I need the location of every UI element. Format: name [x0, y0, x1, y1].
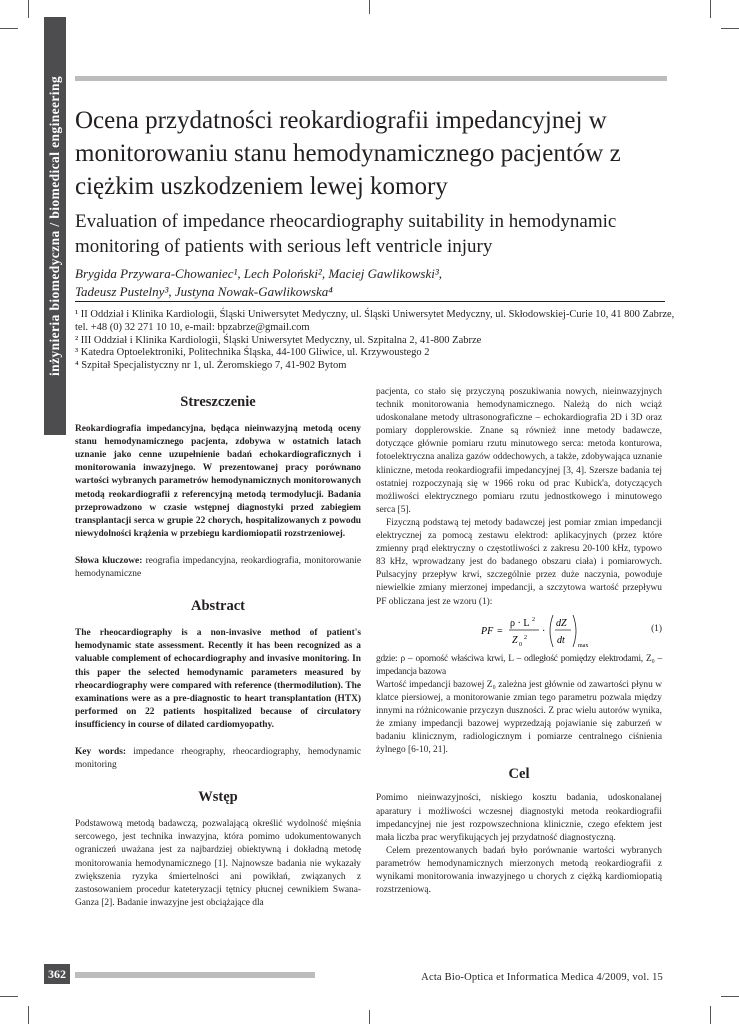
page-number: 362 [44, 964, 70, 984]
formula-legend: gdzie: ρ – oporność właściwa krwi, L – odległość pomiędzy elektrodami, Z₀ – impedancja bazowa [376, 653, 662, 677]
paragraph: pacjenta, co stało się przyczyną poszukiwania nowych, nieinwazyjnych technik monitorowania hemodynamicznego. Należą do nich wciąż udoskonalane metody ultrasonograficzne – echokardiografia 2D i 3D oraz pomiary dopplerowskie. Znane są również inne metody badawcze, dotyczące głównie pomiaru rzutu minutowego serca: metoda konturowa, fotoelektryczna analiza gazów oddechowych, a także, zdobywająca uznanie kliniczne, metoda reokardiografii impedancyjnej [3, 4]. Szersze badania tej ostatniej rozpoczynają się w 1966 roku od prac Kubick'a, dotyczących możliwości elektrycznego pomiaru rzutu jednostkowego i minutowego serca [5]. [376, 387, 662, 515]
section-heading-abstract: Abstract [191, 598, 245, 615]
svg-text:2: 2 [524, 634, 527, 641]
author-line: Tadeusz Pustelny³, Justyna Nowak-Gawlikowska⁴ [75, 284, 333, 299]
svg-text:=: = [497, 625, 503, 637]
formula-pf [481, 609, 601, 653]
affiliation: ² III Oddział i Klinika Kardiologii, Śląski Uniwersytet Medyczny, ul. Szpitalna 2, 41-800 Zabrze [75, 334, 482, 346]
svg-text:Z: Z [512, 634, 518, 646]
paragraph: Celem prezentowanych badań było porównanie wartości wybranych parametrów hemodynamicznych mierzonych metodą reokardiografii z wynikami monitorowania inwazyjnego u chorych z ciężką kardiomiopatią rozstrzeniową. [376, 845, 662, 896]
section-heading-streszczenie: Streszczenie [180, 394, 256, 410]
crop-mark [28, 1006, 29, 1024]
equation [376, 609, 662, 653]
affiliation: ⁴ Szpitał Specjalistyczny nr 1, ul. Żeromskiego 7, 41-902 Bytom [75, 360, 347, 372]
affiliation: ³ Katedra Optoelektroniki, Politechnika Śląska, 44-100 Gliwice, ul. Krzywoustego 2 [75, 347, 430, 359]
header-rule [75, 76, 667, 81]
crop-mark [710, 0, 711, 18]
streszczenie-text: Reokardiografia impedancyjna, będąca nieinwazyjną metodą oceny stanu hemodynamicznego pacjenta, zdobywa w ostatnich latach uznanie jako cenne uzupełnienie badań echokardiograficznych i monitorowania inwazyjnego. W prezentowanej pracy porównano wartości wybranych parametrów hemodynamicznych monitorowanych metodą reokardiografii z referencyjną metodą termodylucji. Badania przeprowadzono w czasie wstępnej diagnostyki przed zabiegiem transplantacji serca w grupie 22 chorych, hospitalizowanych z powodu niewydolności krążenia w przebiegu kardiomiopatii rozstrzeniowej. [75, 424, 361, 539]
right-column [376, 386, 662, 897]
svg-text:PF: PF [481, 625, 494, 637]
crop-mark [0, 28, 18, 29]
sidebar-label: inżynieria biomedyczna / biomedical engineering [47, 75, 62, 377]
svg-text:dZ: dZ [556, 617, 567, 629]
left-column [75, 396, 361, 910]
keywords-label: Słowa kluczowe: [75, 555, 143, 566]
divider [75, 301, 665, 302]
keywords-pl [75, 555, 361, 581]
keywords-label: Key words: [75, 746, 126, 757]
svg-text:0: 0 [519, 641, 522, 648]
crop-mark [28, 0, 29, 18]
svg-text:·: · [542, 625, 546, 637]
keywords-en [75, 746, 361, 772]
abstract-text: The rheocardiography is a non-invasive method of patient's hemodynamic state assessment. Recently it has been recognized as a valuable complement of echocardiography and invasive monitoring. In this paper the selected hemodynamic parameters measured by rheocardiography were compared with reference (thermodilution). The examinations were as a pre-diagnostic to heart transplantation (HTX) performed on 22 patients hospitalized because of circulatory insufficiency in course of dilated cardiomyopathy. [75, 628, 361, 730]
affiliations [75, 309, 675, 373]
formula-number: (1) [651, 623, 662, 634]
author-line: Brygida Przywara-Chowaniec¹, Lech Poloński², Maciej Gawlikowski³, [75, 266, 442, 281]
page-title-english: Evaluation of impedance rheocardiography suitability in hemodynamic monitoring of patients with serious left ventricle injury [75, 211, 617, 257]
affiliation: ¹ II Oddział i Klinika Kardiologii, Śląski Uniwersytet Medyczny, ul. Śląski Uniwersytet Medyczny, ul. Skłodowskiej-Curie 10, 41 800 Zabrze, tel. +48 (0) 32 271 10 10, e-mail: bpzabrze@gmail.com [75, 309, 675, 333]
paragraph: Wartość impedancji bazowej Z₀ zależna jest głównie od zawartości płynu w klatce piersiowej, a monitorowanie zmian tego parametru pozwala między innymi na różnicowanie przyczyn duszności. Z prac wielu autorów wynika, że zmiany impedancji bazowej wyprzedzają pojawianie się zaburzeń w badaniu klinicznym, radiologicznym i pomiarze centralnego ciśnienia żylnego [6-10, 21]. [376, 679, 662, 756]
journal-citation: Acta Bio-Optica et Informatica Medica 4/2009, vol. 15 [421, 972, 663, 983]
paragraph: Pomimo nieinwazyjności, niskiego kosztu badania, udoskonalanej aparatury i możliwości wczesnej diagnostyki metoda reokardiografii impedancyjnej nie jest rozpowszechniona klinicznie, czego efektem jest mała liczba prac weryfikujących jej przydatność diagnostyczną. [376, 793, 662, 843]
crop-mark [721, 996, 739, 997]
crop-mark [0, 996, 18, 997]
crop-mark [721, 28, 739, 29]
paragraph: Fizyczną podstawą tej metody badawczej jest pomiar zmian impedancji elektrycznej za pomocą zestawu elektrod: aplikacyjnych (przez które zmienny prąd elektryczny o częstotliwości z zakresu 20-100 kHz, typowo 83 kHz, wprowadzany jest do badanego obszaru ciała) i pomiarowych. Pulsacyjny przepływ krwi, szczególnie przez duże naczynia, powoduje niewielkie zmiany mierzonej impedancji, a szczytowa wartość przepływu PF obliczana jest ze wzoru (1): [376, 517, 662, 607]
wstep-text: Podstawową metodą badawczą, pozwalającą określić wydolność mięśnia sercowego, jest technika inwazyjna, która pomimo udokumentowanych ograniczeń uważana jest za najbardziej obiektywną i dokładną metodę monitorowania hemodynamicznego [1]. Najnowsze badania nie wykazały zwiększenia ryzyka śmiertelności ani powikłań, związanych z zastosowaniem procedur kateteryzacji tętnicy płucnej cewnikiem Swana-Ganza [2]. Badanie inwazyjne jest obciążające dla [75, 819, 361, 908]
svg-text:ρ · L: ρ · L [510, 617, 530, 629]
svg-text:2: 2 [532, 616, 535, 623]
crop-mark [369, 0, 370, 14]
svg-text:dt: dt [557, 634, 565, 646]
section-heading-wstep: Wstęp [198, 789, 238, 806]
svg-text:max: max [578, 642, 589, 649]
footer-rule [75, 972, 315, 978]
crop-mark [710, 1006, 711, 1024]
keywords-value: reografia impedancyjna, reokardiografia, monitorowanie hemodynamiczne [75, 555, 362, 580]
section-heading-cel: Cel [508, 766, 530, 783]
author-list [75, 265, 675, 301]
crop-mark [369, 1010, 370, 1024]
keywords-value: impedance rheography, rheocardiography, hemodynamic monitoring [75, 746, 361, 771]
page-title: Ocena przydatności reokardiografii impedancyjnej w monitorowaniu stanu hemodynamicznego pacjentów z ciężkim uszkodzeniem lewej komory [75, 107, 621, 200]
